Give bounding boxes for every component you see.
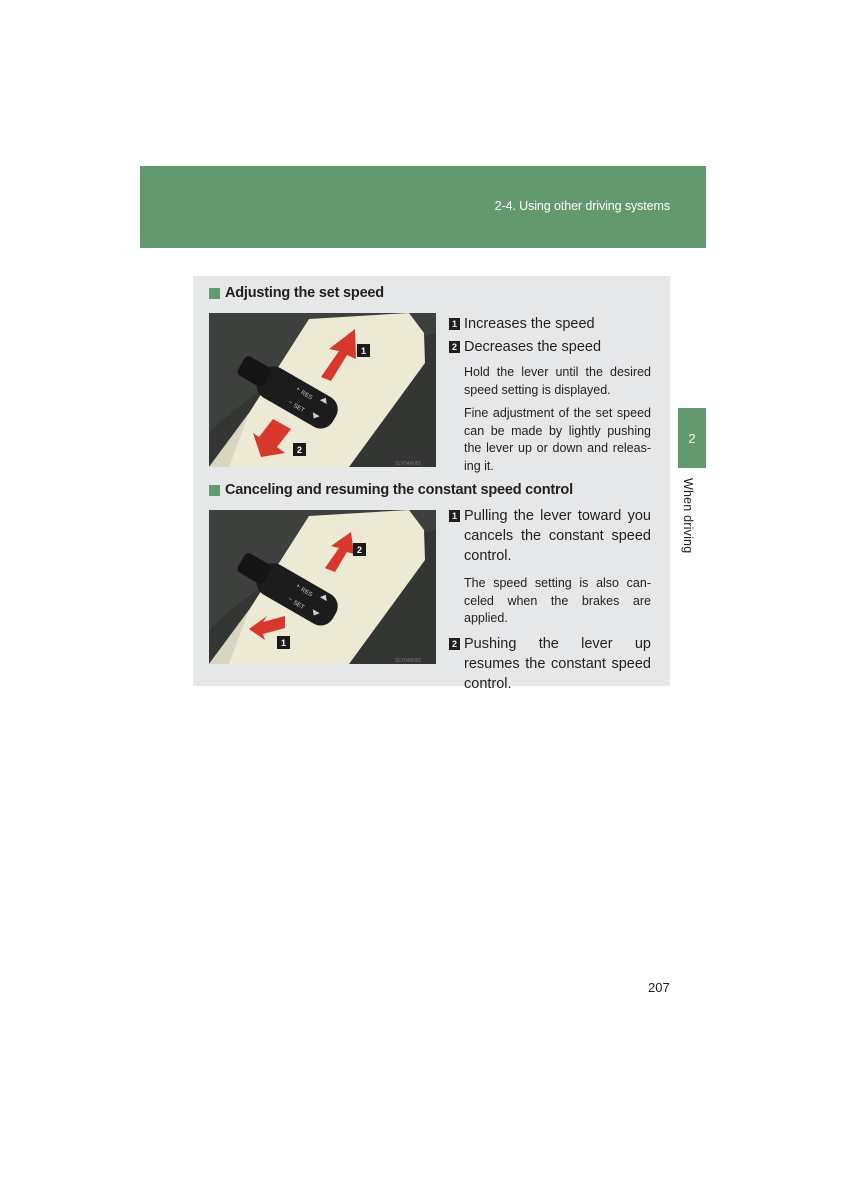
list-item: 1 Increases the speed [449, 314, 651, 334]
lever-illustration-adjust [209, 313, 436, 467]
number-badge: 2 [449, 638, 460, 650]
heading-canceling-resuming [209, 482, 573, 498]
callout-2: 2 [356, 545, 363, 555]
image-code: SLY04A001 [395, 461, 422, 467]
note-text: The speed setting is also can-celed when the brakes are applied. [464, 576, 651, 625]
callout-1: 1 [360, 346, 367, 356]
callout-2: 2 [296, 445, 303, 455]
lever-illustration-cancel [209, 510, 436, 664]
chapter-label: When driving [681, 478, 695, 554]
lever-up-down-illustration [209, 313, 436, 467]
svg-text:+: + [294, 386, 301, 394]
callout-1: 1 [280, 638, 287, 648]
chapter-number: 2 [688, 430, 696, 446]
lever-pull-push-illustration [209, 510, 436, 664]
square-bullet-icon [209, 485, 220, 496]
list-item: 2 Decreases the speed [449, 337, 651, 357]
section-header-band [140, 166, 706, 248]
note-text: Hold the lever until the desired speed setting is displayed. [464, 365, 651, 397]
svg-text:–: – [287, 399, 294, 407]
section-title: 2-4. Using other driving systems [494, 199, 670, 213]
svg-text:RES: RES [299, 390, 314, 402]
note-text: Fine adjustment of the set speed can be made by lightly pushing the lever up or down and releas-ing it. [464, 406, 651, 473]
list-item: 1 Pulling the lever toward you cancels the constant speed control. [449, 506, 651, 566]
page-number: 207 [648, 980, 670, 995]
heading-text: Canceling and resuming the constant speed control [225, 482, 573, 498]
number-badge: 1 [449, 510, 460, 522]
svg-text:SET: SET [291, 403, 306, 415]
square-bullet-icon [209, 288, 220, 299]
cancel-text-block [449, 506, 651, 694]
svg-text:+: + [294, 583, 301, 591]
content-panel [193, 276, 670, 692]
list-item: 2 Pushing the lever up resumes the constant speed control. [449, 634, 651, 694]
image-code: SLY04A001 [395, 658, 422, 664]
svg-text:SET: SET [291, 600, 306, 612]
svg-text:–: – [287, 596, 294, 604]
chapter-tab [678, 408, 706, 468]
svg-text:RES: RES [299, 587, 314, 599]
heading-text: Adjusting the set speed [225, 285, 384, 301]
adjust-text-block [449, 314, 651, 475]
number-badge: 1 [449, 318, 460, 330]
heading-adjusting-set-speed [209, 285, 384, 301]
number-badge: 2 [449, 341, 460, 353]
